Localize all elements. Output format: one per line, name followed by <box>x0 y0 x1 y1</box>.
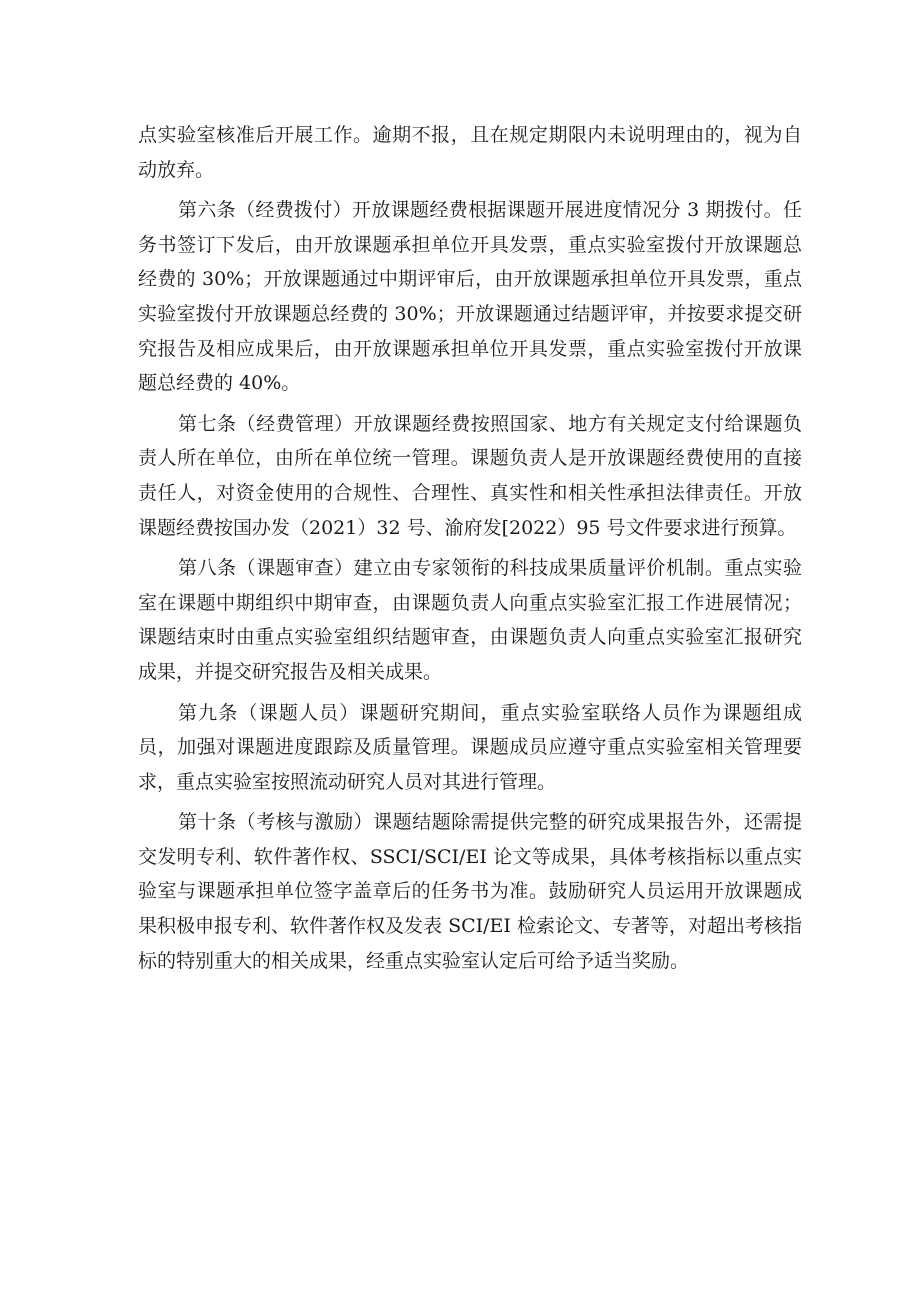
paragraph-article-7: 第七条（经费管理）开放课题经费按照国家、地方有关规定支付给课题负责人所在单位，由所在单位统一管理。课题负责人是开放课题经费使用的直接责任人，对资金使用的合规性、合理性、真实性和相关性承担法律责任。开放课题经费按国办发（2021）32 号、渝府发[2022）95 号文件要求进行预算。 <box>138 412 802 539</box>
paragraph-article-10: 第十条（考核与激励）课题结题除需提供完整的研究成果报告外，还需提交发明专利、软件著作权、SSCI/SCI/EI 论文等成果，具体考核指标以重点实验室与课题承担单位签字盖章后的任务书为准。鼓励研究人员运用开放课题成果积极申报专利、软件著作权及发表 SCI/EI 检索论文、专著等，对超出考核指标的特别重大的相关成果，经重点实验室认定后可给予适当奖励。 <box>138 811 802 972</box>
document-page <box>138 118 802 984</box>
paragraph-article-6: 第六条（经费拨付）开放课题经费根据课题开展进度情况分 3 期拨付。任务书签订下发后，由开放课题承担单位开具发票，重点实验室拨付开放课题总经费的 30%；开放课题通过中期评审后，由开放课题承担单位开具发票，重点实验室拨付开放课题总经费的 30%；开放课题通过结题评审，并按要求提交研究报告及相应成果后，由开放课题承担单位开具发票，重点实验室拨付开放课题总经费的 40%。 <box>138 199 802 395</box>
paragraph-article-9: 第九条（课题人员）课题研究期间，重点实验室联络人员作为课题组成员，加强对课题进度跟踪及质量管理。课题成员应遵守重点实验室相关管理要求，重点实验室按照流动研究人员对其进行管理。 <box>138 701 802 793</box>
paragraph-article-8: 第八条（课题审查）建立由专家领衔的科技成果质量评价机制。重点实验室在课题中期组织中期审查，由课题负责人向重点实验室汇报工作进展情况；课题结束时由重点实验室组织结题审查，由课题负责人向重点实验室汇报研究成果，并提交研究报告及相关成果。 <box>138 557 802 683</box>
paragraph-continuation: 点实验室核准后开展工作。逾期不报，且在规定期限内未说明理由的，视为自动放弃。 <box>138 124 802 181</box>
